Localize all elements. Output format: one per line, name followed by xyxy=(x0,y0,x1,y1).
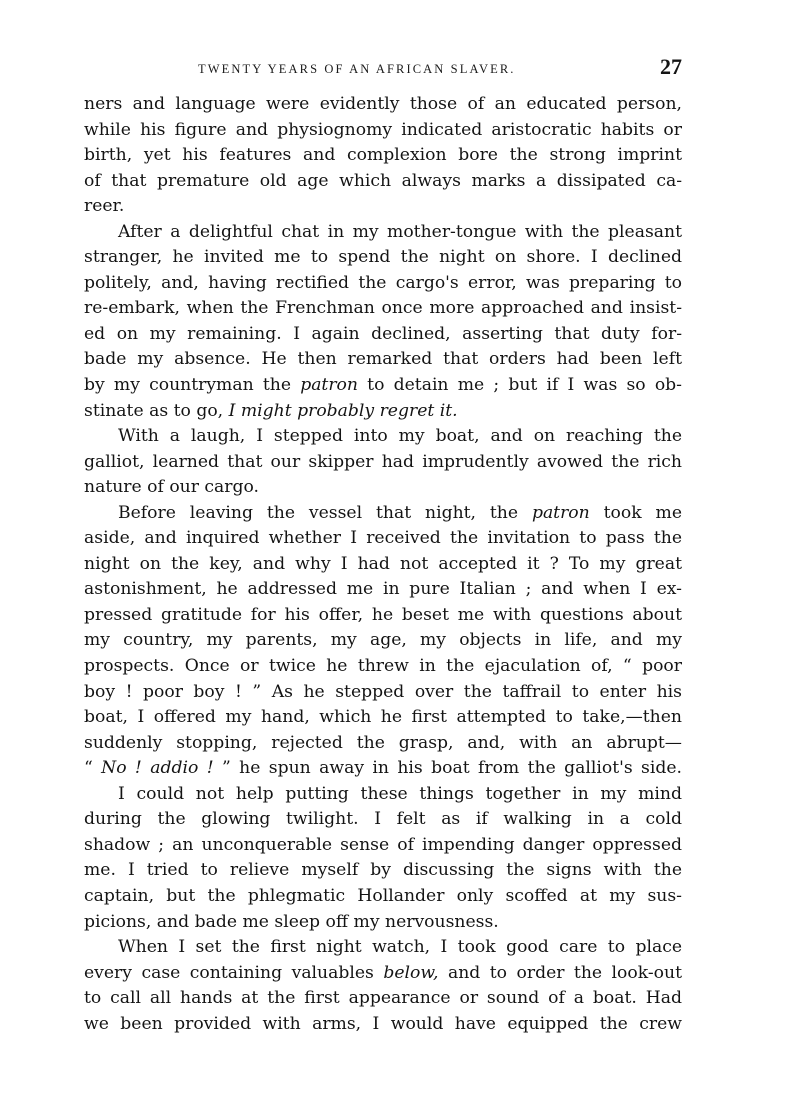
text-segment: reer. xyxy=(84,196,125,217)
text-line xyxy=(84,194,682,220)
text-line xyxy=(84,373,682,399)
italic-text: patron xyxy=(531,502,590,523)
text-segment: nature of our cargo. xyxy=(84,477,260,498)
text-segment: prospects. Once or twice he threw in the ejaculation of, “ poor xyxy=(84,656,682,677)
text-line xyxy=(84,296,682,322)
text-segment: politely, and, having rectified the cargo's error, was preparing to xyxy=(84,272,682,293)
text-segment: After a delightful chat in my mother-tongue with the pleasant xyxy=(118,221,682,242)
text-line xyxy=(84,245,682,271)
text-segment: every case containing valuables xyxy=(84,962,384,983)
text-segment: my country, my parents, my age, my objects in life, and my xyxy=(84,630,682,651)
text-segment: boy ! poor boy ! ” As he stepped over the taffrail to enter his xyxy=(84,681,682,702)
text-line xyxy=(84,92,682,118)
text-line xyxy=(84,399,682,425)
text-segment: astonishment, he addressed me in pure Italian ; and when I ex- xyxy=(84,579,682,600)
text-segment: “ xyxy=(84,758,102,779)
text-line xyxy=(84,884,682,910)
text-line xyxy=(84,935,682,961)
text-segment: to detain me ; but if I was so ob- xyxy=(357,375,682,396)
text-segment: bade my absence. He then remarked that orders had been left xyxy=(84,349,682,370)
text-segment: suddenly stopping, rejected the grasp, and, with an abrupt— xyxy=(84,732,682,753)
text-segment: of that premature old age which always marks a dissipated ca- xyxy=(84,170,682,191)
text-segment: ” he spun away in his boat from the galliot's side. xyxy=(213,758,682,779)
text-segment: night on the key, and why I had not accepted it ? To my great xyxy=(84,553,682,574)
text-line xyxy=(84,910,682,936)
text-line xyxy=(84,833,682,859)
italic-text: patron xyxy=(300,375,358,396)
text-segment: pressed gratitude for his offer, he beset me with questions about xyxy=(84,604,682,625)
text-line xyxy=(84,526,682,552)
text-line xyxy=(84,731,682,757)
text-line xyxy=(84,782,682,808)
text-segment: took me xyxy=(589,502,682,523)
page-header xyxy=(84,50,682,86)
italic-text: No ! addio ! xyxy=(101,758,214,779)
text-line xyxy=(84,322,682,348)
text-line xyxy=(84,807,682,833)
text-line xyxy=(84,1012,682,1038)
text-line xyxy=(84,986,682,1012)
text-segment: aside, and inquired whether I received the invitation to pass the xyxy=(84,528,682,549)
text-line xyxy=(84,603,682,629)
text-segment: and to order the look-out xyxy=(438,962,682,983)
text-line xyxy=(84,347,682,373)
text-segment: stranger, he invited me to spend the night on shore. I declined xyxy=(84,247,682,268)
text-line xyxy=(84,654,682,680)
text-segment: ed on my remaining. I again declined, asserting that duty for- xyxy=(84,323,682,344)
text-line xyxy=(84,220,682,246)
text-segment: I could not help putting these things together in my mind xyxy=(118,783,682,804)
text-segment: to call all hands at the first appearance or sound of a boat. Had xyxy=(84,988,682,1009)
text-line xyxy=(84,552,682,578)
text-line xyxy=(84,475,682,501)
text-segment: shadow ; an unconquerable sense of impending danger oppressed xyxy=(84,834,682,855)
body-text xyxy=(84,92,682,1037)
running-head: TWENTY YEARS OF AN AFRICAN SLAVER. xyxy=(198,62,516,76)
text-segment: picions, and bade me sleep off my nervousness. xyxy=(84,911,499,932)
text-line xyxy=(84,628,682,654)
text-line xyxy=(84,577,682,603)
text-segment: by my countryman the xyxy=(84,375,301,396)
text-line xyxy=(84,705,682,731)
page-number: 27 xyxy=(660,54,682,79)
text-line xyxy=(84,756,682,782)
text-line xyxy=(84,143,682,169)
text-segment: Before leaving the vessel that night, the xyxy=(118,502,532,523)
italic-text: I might probably regret it. xyxy=(228,400,458,421)
text-segment: captain, but the phlegmatic Hollander only scoffed at my sus- xyxy=(84,885,682,906)
text-segment: re-embark, when the Frenchman once more approached and insist- xyxy=(84,298,682,319)
text-segment: galliot, learned that our skipper had imprudently avowed the rich xyxy=(84,451,682,472)
text-line xyxy=(84,169,682,195)
text-line xyxy=(84,118,682,144)
text-segment: me. I tried to relieve myself by discussing the signs with the xyxy=(84,860,682,881)
text-line xyxy=(84,858,682,884)
text-line xyxy=(84,961,682,987)
text-line xyxy=(84,501,682,527)
text-segment: we been provided with arms, I would have equipped the crew xyxy=(84,1013,682,1034)
text-segment: stinate as to go, xyxy=(84,400,229,421)
text-segment: during the glowing twilight. I felt as if walking in a cold xyxy=(84,809,682,830)
text-line xyxy=(84,680,682,706)
text-segment: ners and language were evidently those of an educated person, xyxy=(84,94,682,114)
text-segment: With a laugh, I stepped into my boat, and on reaching the xyxy=(118,426,682,447)
italic-text: below, xyxy=(383,962,439,983)
text-segment: When I set the first night watch, I took good care to place xyxy=(118,937,682,958)
text-segment: birth, yet his features and complexion bore the strong imprint xyxy=(84,145,682,166)
text-line xyxy=(84,450,682,476)
text-segment: boat, I offered my hand, which he first attempted to take,—then xyxy=(84,707,682,728)
text-line xyxy=(84,424,682,450)
text-line xyxy=(84,271,682,297)
text-segment: while his figure and physiognomy indicated aristocratic habits or xyxy=(84,119,682,140)
